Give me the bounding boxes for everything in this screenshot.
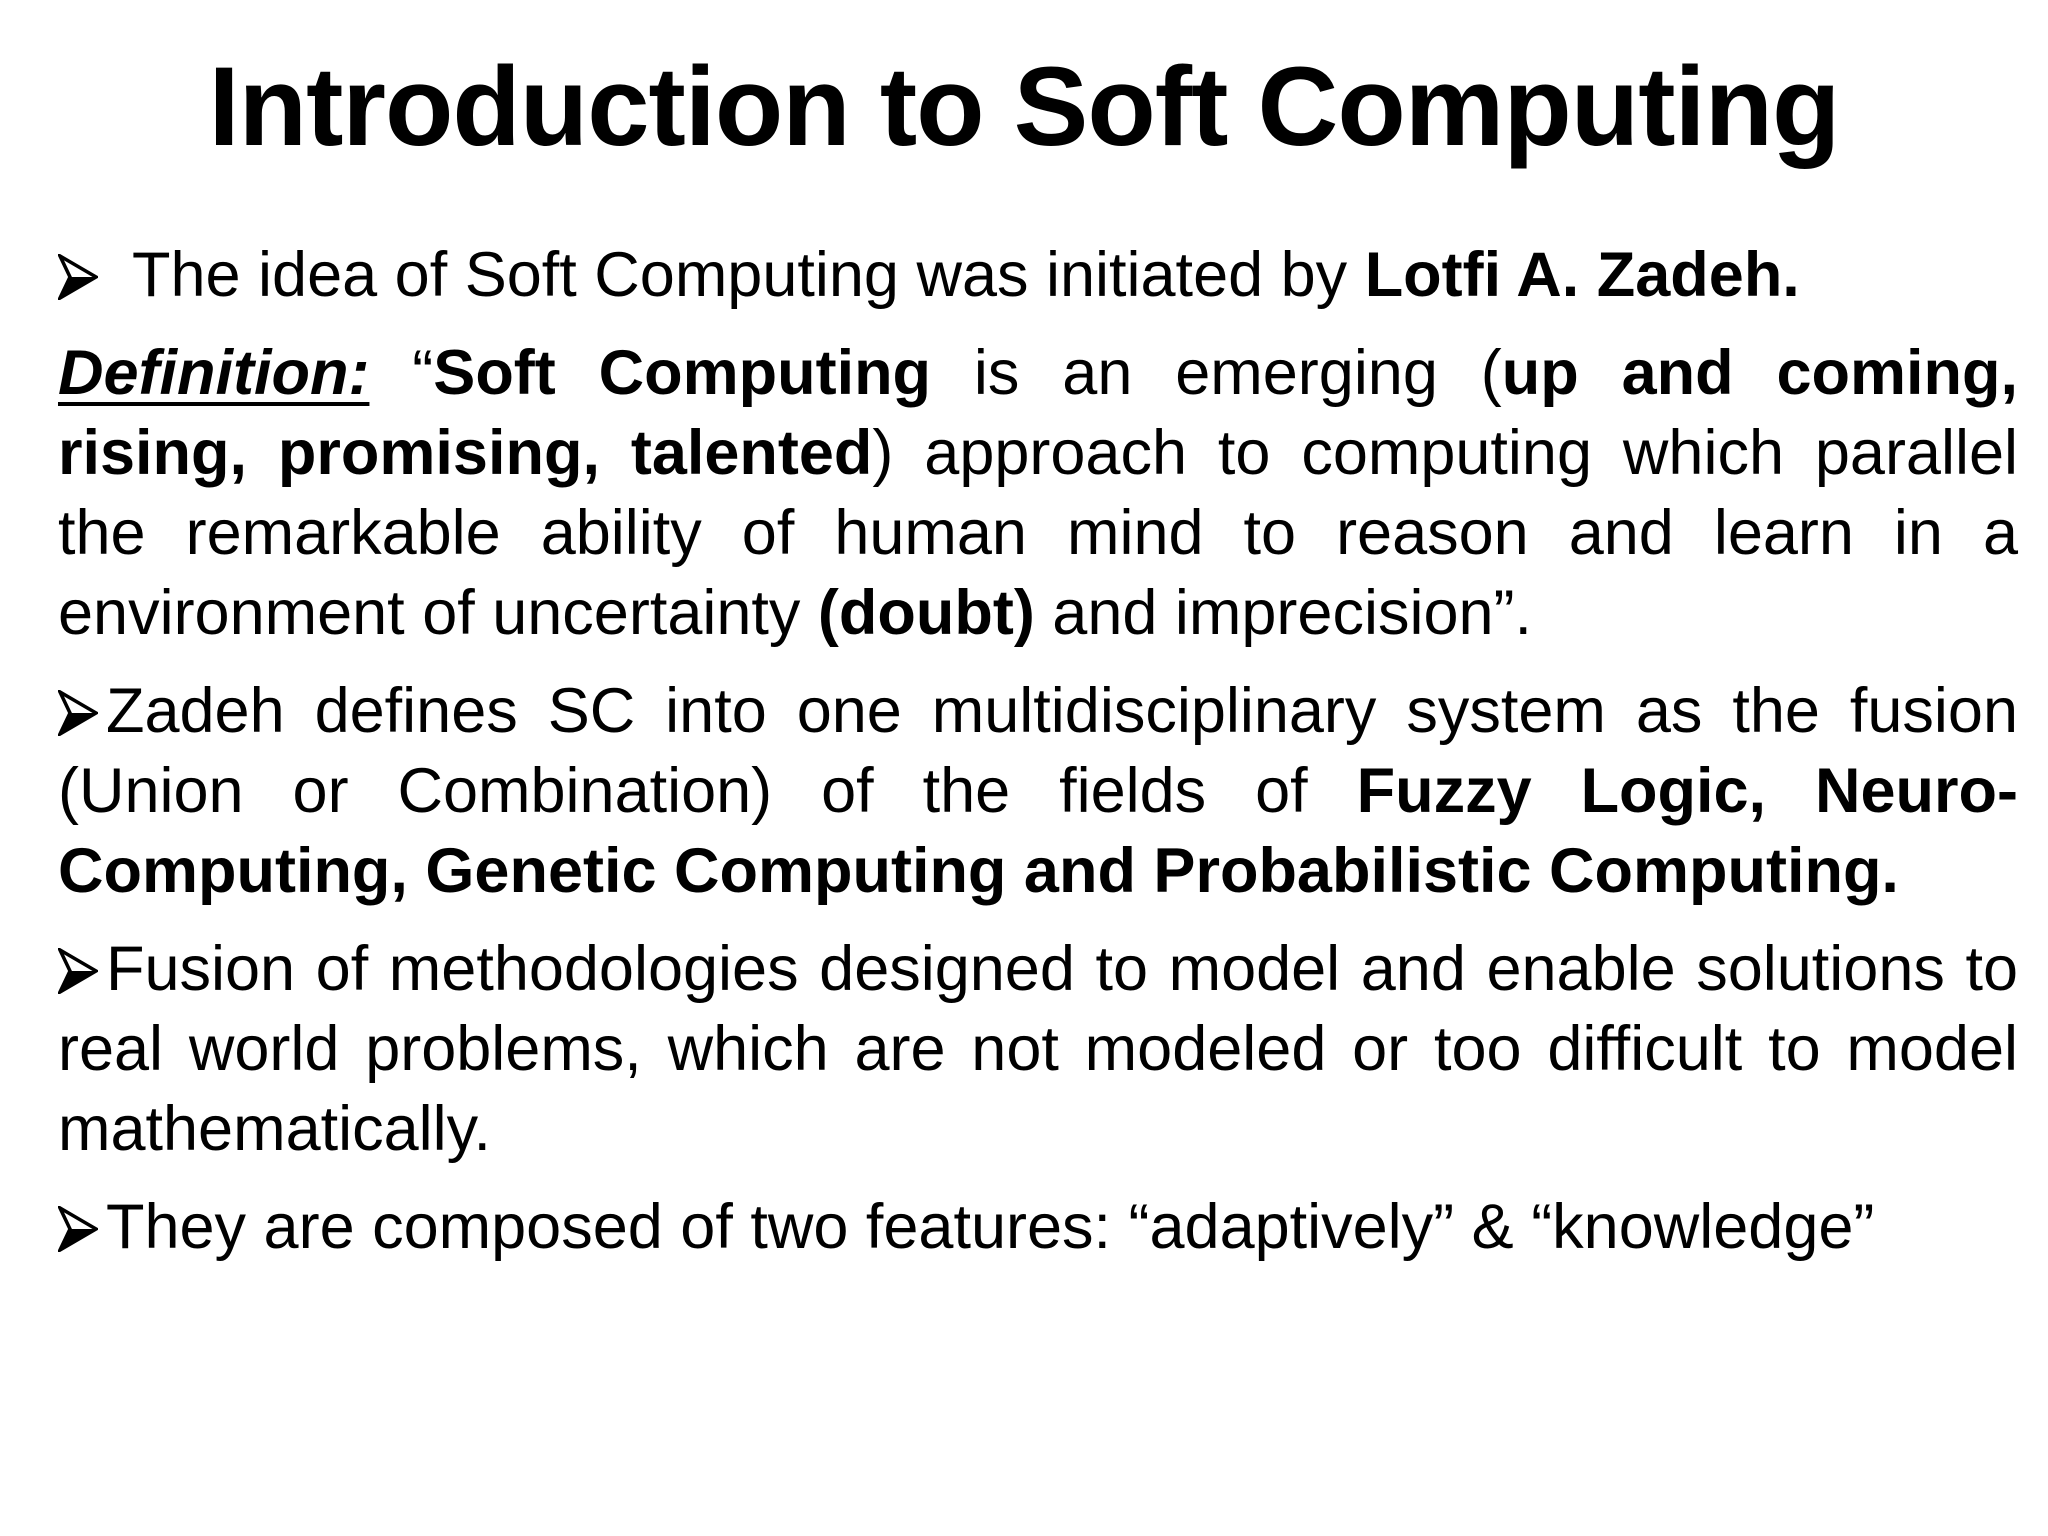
- slide-title: Introduction to Soft Computing: [208, 44, 1840, 169]
- definition-text-1: is an emerging (: [931, 338, 1502, 408]
- arrowhead-bullet-icon: [58, 929, 98, 1009]
- definition-synonyms: up and coming, rising, promising, talented: [58, 338, 2018, 488]
- arrowhead-bullet-icon: [58, 671, 98, 751]
- bullet-sc-fusion: [58, 671, 2018, 911]
- bullet-text: Zadeh defines SC into one multidisciplinary system as the fusion (Union or Combination) of the fields of: [58, 676, 2018, 826]
- bullet-text: They are composed of two features: “adaptively” & “knowledge”: [106, 1192, 1875, 1262]
- definition-text-3: and imprecision”.: [1034, 578, 1532, 648]
- definition-doubt: (doubt): [817, 578, 1035, 648]
- bullet-methodologies: [58, 929, 2018, 1169]
- bullet-bold-text: Fuzzy Logic, Neuro-Computing, Genetic Computing and Probabilistic Computing.: [58, 756, 2019, 906]
- bullet-zadeh-origin: [58, 235, 2018, 315]
- definition-open-quote: “: [369, 338, 434, 408]
- slide-content: [58, 235, 2018, 1285]
- definition-label: Definition:: [58, 338, 370, 408]
- definition-term: Soft Computing: [433, 338, 932, 408]
- arrowhead-bullet-icon: [58, 235, 98, 315]
- bullet-features: [58, 1187, 2018, 1267]
- arrowhead-bullet-icon: [58, 1187, 98, 1267]
- bullet-text: Fusion of methodologies designed to model and enable solutions to real world problems, which are not modeled or too difficult to model mathematically.: [58, 934, 2018, 1164]
- definition-paragraph: [58, 333, 2018, 653]
- bullet-text: The idea of Soft Computing was initiated by: [132, 240, 1365, 310]
- bullet-bold-text: Lotfi A. Zadeh.: [1364, 240, 1800, 310]
- definition-text-2: ) approach to computing which parallel the remarkable ability of human mind to reason and learn in a environment of uncertainty: [58, 418, 2019, 648]
